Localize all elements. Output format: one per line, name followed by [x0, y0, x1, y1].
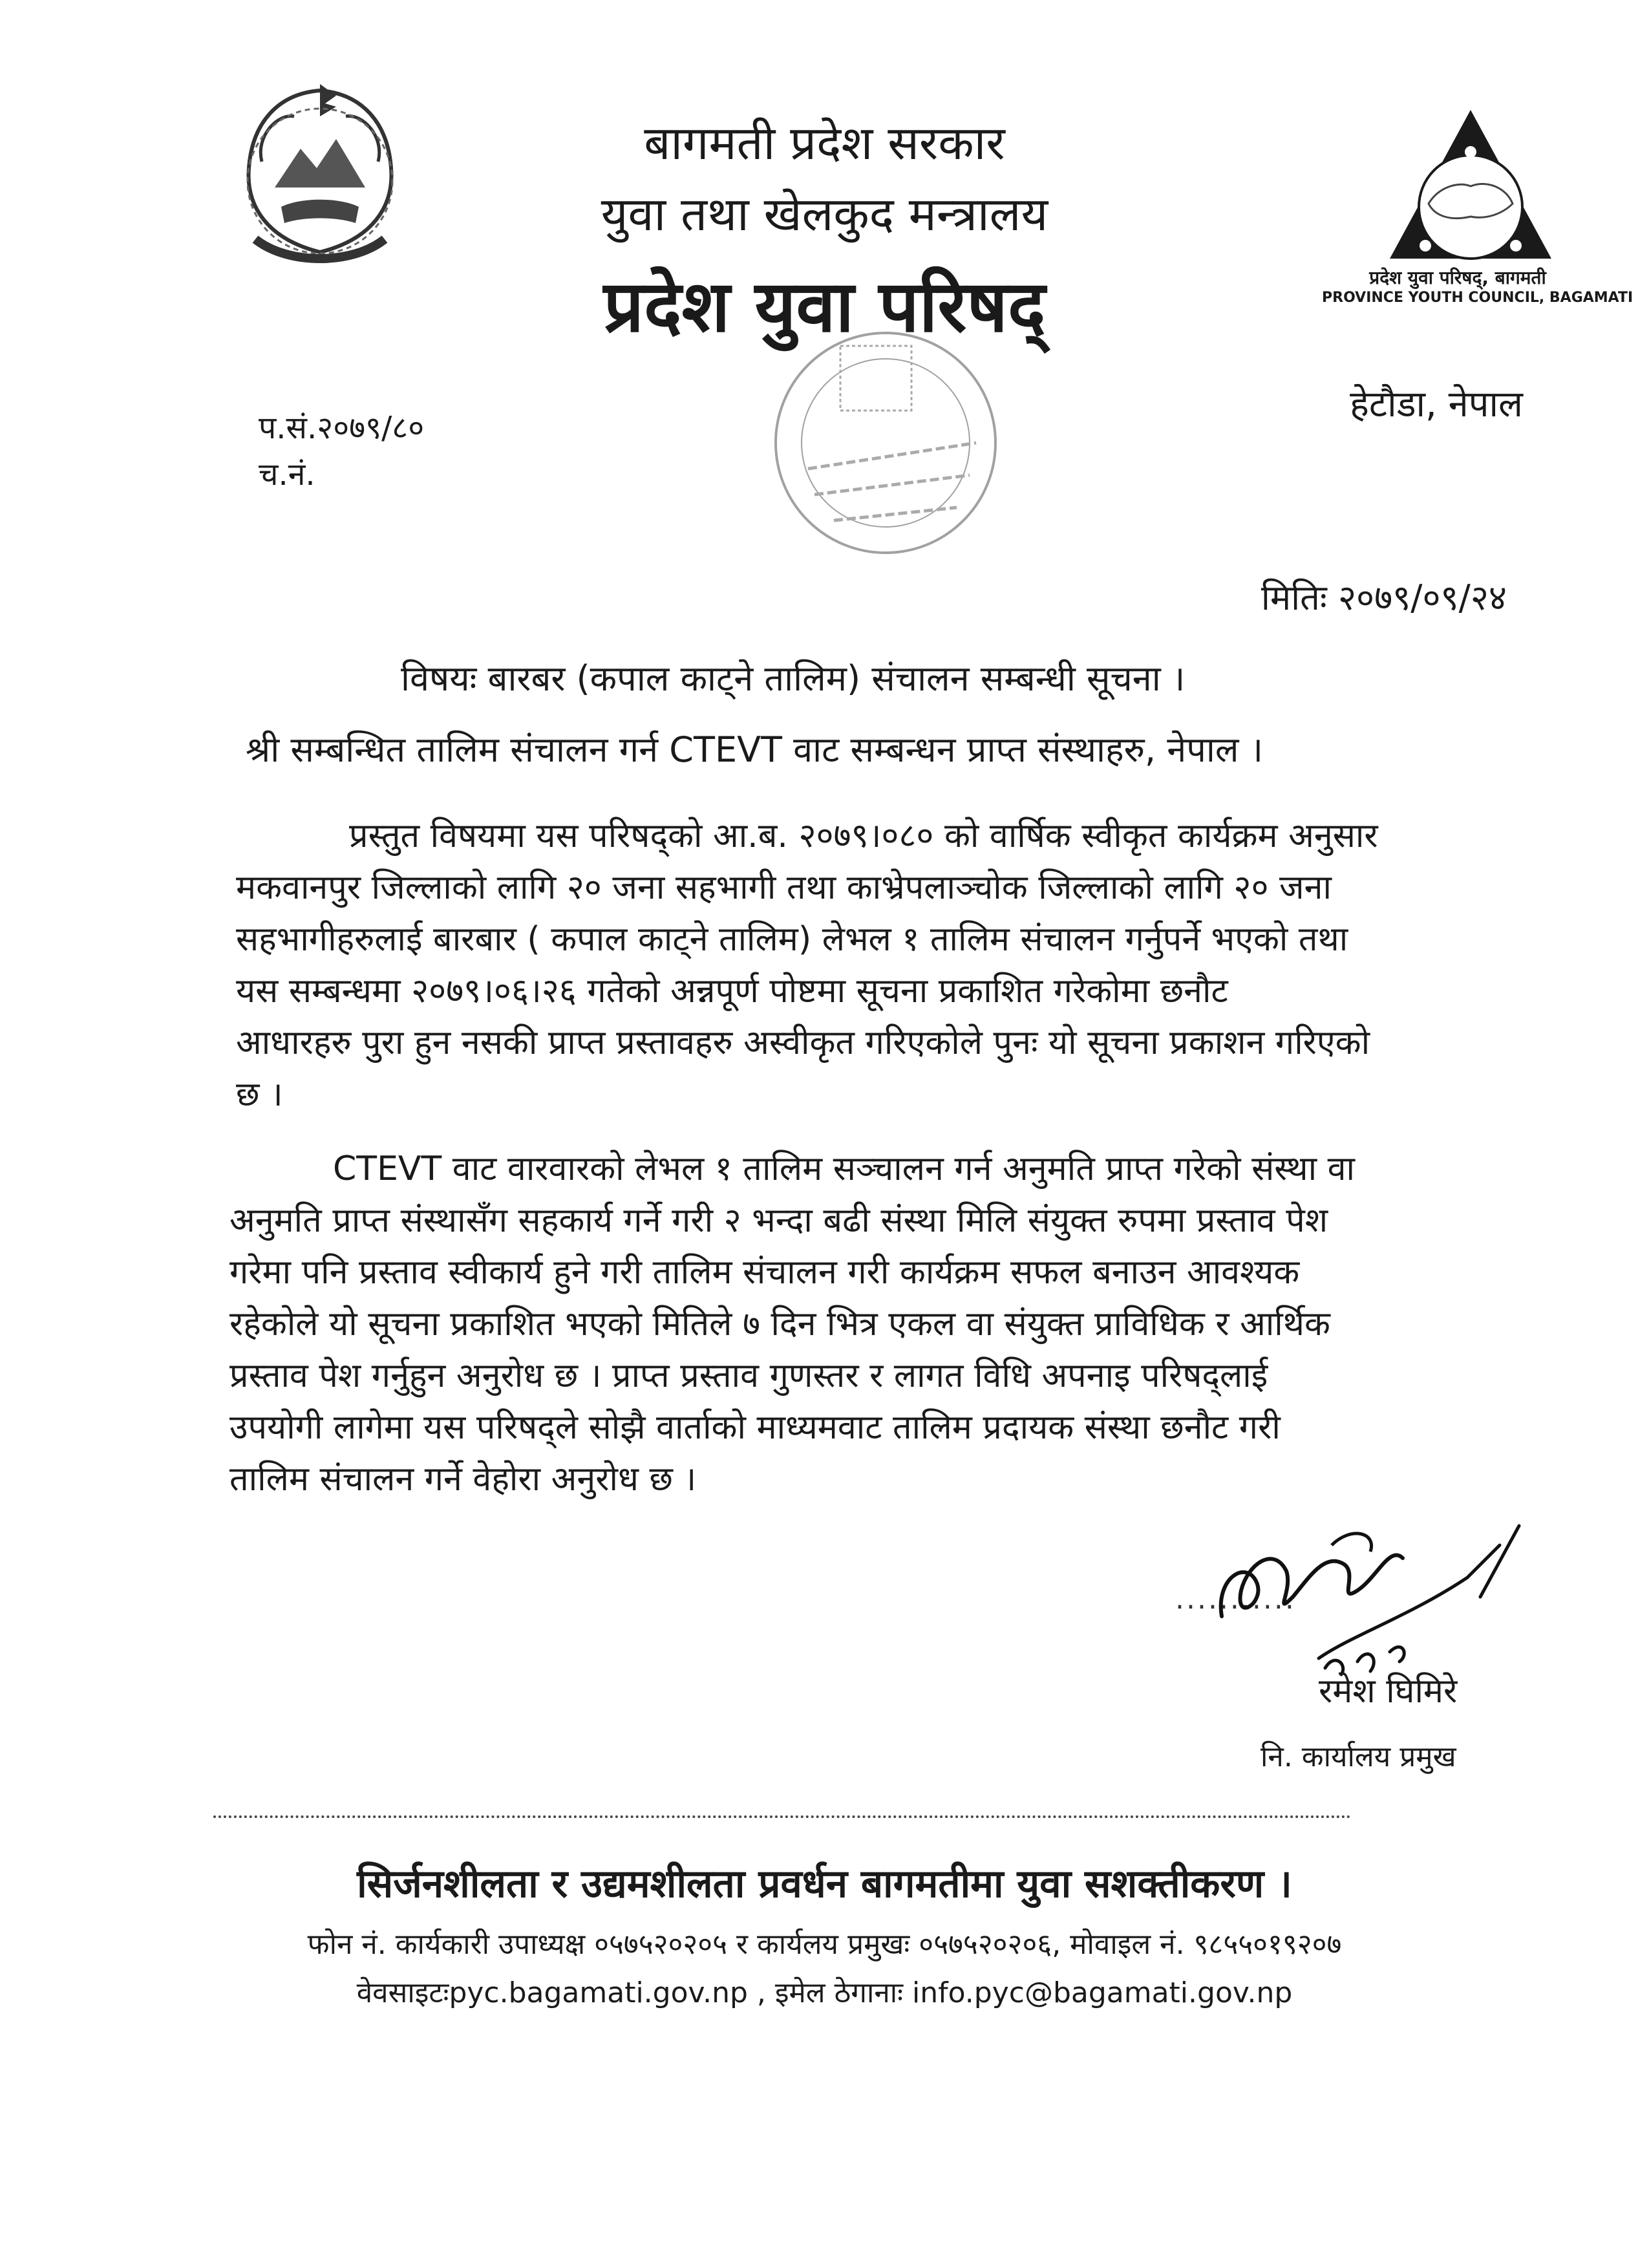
paragraph-1-line: मकवानपुर जिल्लाको लागि २० जना सहभागी तथा काभ्रेपलाञ्चोक जिल्लाको लागि २० जना — [236, 868, 1332, 907]
government-name: बागमती प्रदेश सरकार — [644, 116, 1005, 170]
footer-divider — [213, 1815, 1351, 1818]
paragraph-2-line: गरेमा पनि प्रस्ताव स्वीकार्य हुने गरी तालिम संचालन गरी कार्यक्रम सफल बनाउन आवश्यक — [229, 1253, 1300, 1292]
logo-caption-english: PROVINCE YOUTH COUNCIL, BAGAMATI — [1322, 290, 1633, 306]
paragraph-2-line: अनुमति प्राप्त संस्थासँग सहकार्य गर्ने गरी २ भन्दा बढी संस्था मिलि संयुक्त रुपमा प्रस्ताव पेश — [229, 1201, 1328, 1240]
signer-name: रमेश घिमिरे — [1319, 1672, 1458, 1711]
ministry-name: युवा तथा खेलकुद मन्त्रालय — [601, 187, 1048, 241]
youth-council-logo — [1374, 97, 1568, 291]
paragraph-1-line: आधारहरु पुरा हुन नसकी प्राप्त प्रस्तावहरु अस्वीकृत गरिएकोले पुनः यो सूचना प्रकाशन गरिएको — [236, 1023, 1370, 1062]
paragraph-1-line: यस सम्बन्धमा २०७९।०६।२६ गतेको अन्नपूर्ण पोष्टमा सूचना प्रकाशित गरेकोमा छनौट — [236, 972, 1228, 1011]
reference-number: प.सं.२०७९/८० — [259, 410, 425, 446]
dispatch-number: च.नं. — [259, 456, 315, 493]
signature-dotted-line: ........... — [1175, 1583, 1296, 1616]
office-stamp — [763, 320, 1008, 566]
subject-line: विषयः बारबर (कपाल काट्ने तालिम) संचालन सम्बन्धी सूचना । — [401, 658, 1186, 699]
recipient-line: श्री सम्बन्धित तालिम संचालन गर्न CTEVT वाट सम्बन्धन प्राप्त संस्थाहरु, नेपाल । — [246, 729, 1264, 770]
footer-website-email: वेवसाइटःpyc.bagamati.gov.np , इमेल ठेगानाः info.pyc@bagamati.gov.np — [356, 1976, 1293, 2009]
council-name: प्रदेश युवा परिषद् — [603, 265, 1046, 348]
signer-position: नि. कार्यालय प्रमुख — [1261, 1740, 1456, 1773]
logo-caption-nepali: प्रदेश युवा परिषद्, बागमती — [1369, 267, 1546, 288]
paragraph-2-line: प्रस्ताव पेश गर्नुहुन अनुरोध छ । प्राप्त प्रस्ताव गुणस्तर र लागत विधि अपनाइ परिषद्लाई — [229, 1356, 1268, 1395]
nepal-emblem-logo — [217, 78, 423, 284]
paragraph-1-line: प्रस्तुत विषयमा यस परिषद्को आ.ब. २०७९।०८० को वार्षिक स्वीकृत कार्यक्रम अनुसार — [349, 817, 1378, 855]
handwritten-signature — [1196, 1506, 1558, 1687]
paragraph-1-line: छ । — [236, 1075, 283, 1114]
paragraph-2-line: रहेकोले यो सूचना प्रकाशित भएको मितिले ७ दिन भित्र एकल वा संयुक्त प्राविधिक र आर्थिक — [229, 1305, 1330, 1343]
paragraph-1-line: सहभागीहरुलाई बारबार ( कपाल काट्ने तालिम) लेभल १ तालिम संचालन गर्नुपर्ने भएको तथा — [236, 920, 1348, 959]
paragraph-2-line: उपयोगी लागेमा यस परिषद्ले सोझै वार्ताको माध्यमवाट तालिम प्रदायक संस्था छनौट गरी — [229, 1408, 1281, 1447]
footer-slogan: सिर्जनशीलता र उद्यमशीलता प्रवर्धन बागमतीमा युवा सशक्तीकरण । — [357, 1861, 1292, 1907]
paragraph-2-line: तालिम संचालन गर्ने वेहोरा अनुरोध छ । — [229, 1460, 697, 1499]
letter-date: मितिः २०७९/०९/२४ — [1261, 577, 1507, 618]
footer-contact: फोन नं. कार्यकारी उपाध्यक्ष ०५७५२०२०५ र कार्यलय प्रमुखः ०५७५२०२०६, मोवाइल नं. ९८५५०१९२०७ — [307, 1928, 1342, 1961]
office-location: हेटौडा, नेपाल — [1350, 383, 1523, 425]
paragraph-2-line: CTEVT वाट वारवारको लेभल १ तालिम सञ्चालन गर्न अनुमति प्राप्त गरेको संस्था वा — [333, 1150, 1356, 1188]
